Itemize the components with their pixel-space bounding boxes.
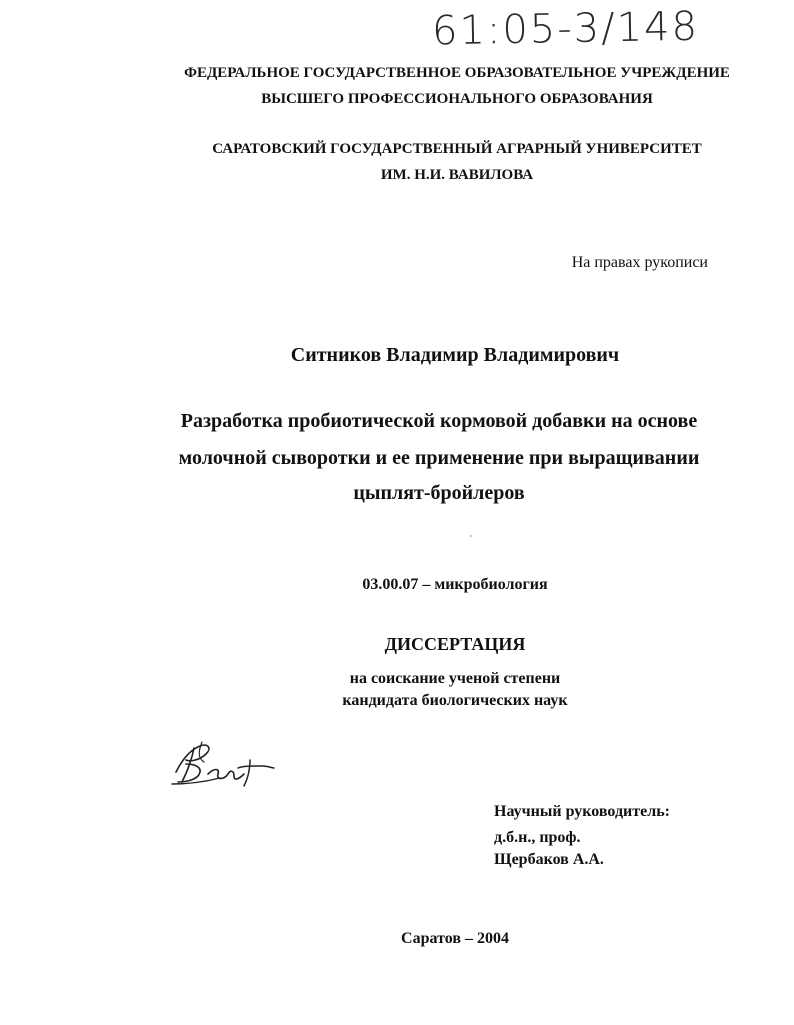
author-name: Ситников Владимир Владимирович [290,344,620,366]
advisor-label: Научный руководитель: [494,803,670,820]
specialty-code: 03.00.07 – микробиология [362,576,548,593]
advisor-degree: д.б.н., проф. [494,829,581,846]
archive-code-handwritten: 61:05-3/148 [431,3,700,55]
document-type: ДИССЕРТАЦИЯ [384,634,526,654]
thesis-title-line-2: молочной сыворотки и ее применение при выращивании [178,447,700,469]
degree-line-2: кандидата биологических наук [342,692,568,709]
city-year: Саратов – 2004 [401,930,509,947]
thesis-title-line-3: цыплят-бройлеров [353,482,525,504]
institution-line-2: ВЫСШЕГО ПРОФЕССИОНАЛЬНОГО ОБРАЗОВАНИЯ [261,91,653,107]
scan-speck [470,535,472,537]
author-signature [168,738,278,790]
advisor-name: Щербаков А.А. [494,851,604,868]
thesis-title-line-1: Разработка пробиотической кормовой добавки на основе [180,410,698,432]
rights-notice: На правах рукописи [571,254,708,271]
university-line-1: САРАТОВСКИЙ ГОСУДАРСТВЕННЫЙ АГРАРНЫЙ УНИВЕРСИТЕТ [212,141,702,157]
institution-line-1: ФЕДЕРАЛЬНОЕ ГОСУДАРСТВЕННОЕ ОБРАЗОВАТЕЛЬНОЕ УЧРЕЖДЕНИЕ [184,65,730,81]
university-line-2: ИМ. Н.И. ВАВИЛОВА [380,167,534,183]
degree-line-1: на соискание ученой степени [349,670,561,687]
